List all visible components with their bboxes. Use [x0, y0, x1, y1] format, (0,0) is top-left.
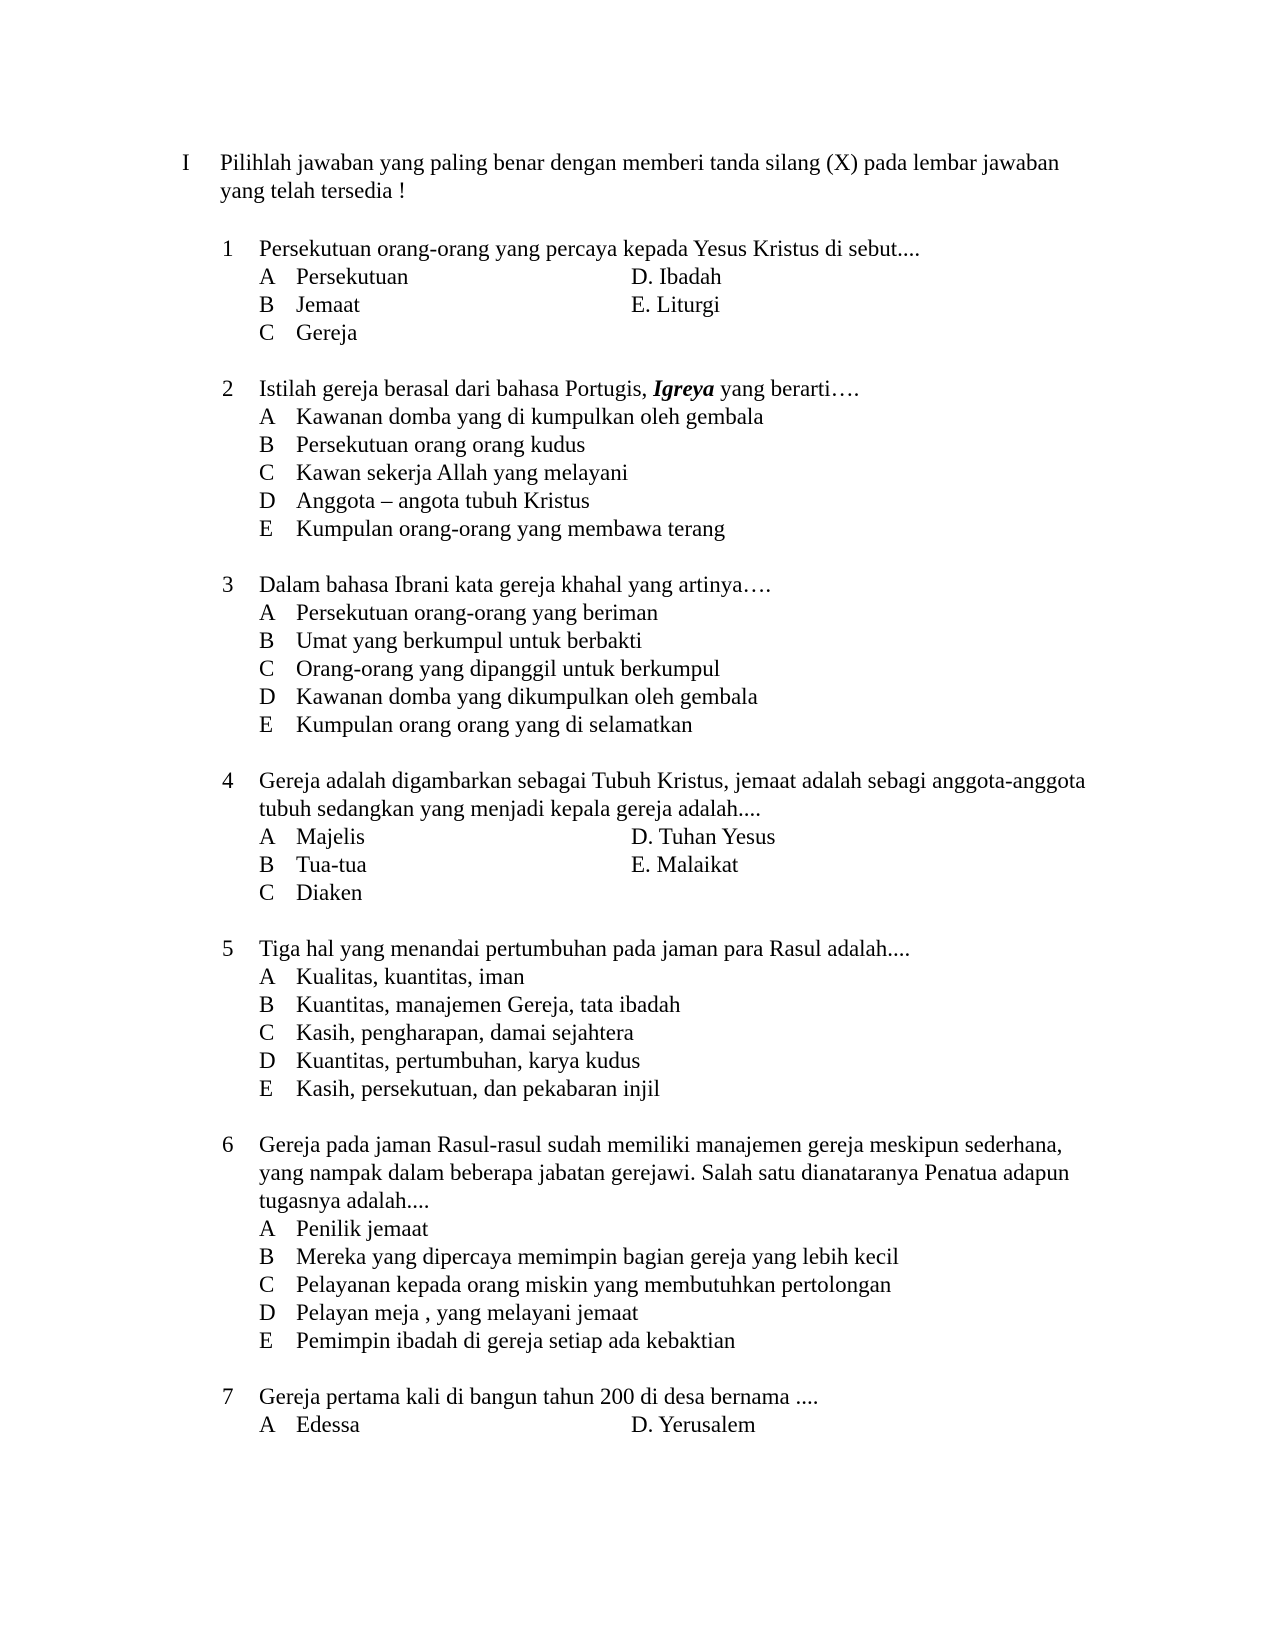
option-letter: C — [259, 320, 275, 345]
question-2 — [222, 375, 1102, 543]
question-text: Dalam bahasa Ibrani kata gereja khahal yang artinya…. — [259, 572, 772, 597]
option-letter: D — [259, 1048, 276, 1073]
option-a — [259, 599, 1102, 627]
option-a — [259, 1215, 1102, 1243]
option-letter: A — [259, 600, 276, 625]
option-d — [259, 1299, 1102, 1327]
option-letter: C — [259, 1020, 275, 1045]
option-letter: D — [259, 1300, 276, 1325]
question-3 — [222, 571, 1102, 739]
option-text: Persekutuan orang orang kudus — [296, 432, 586, 457]
option-letter: A — [259, 1216, 276, 1241]
option-letter: A — [259, 824, 276, 849]
question-text: Gereja adalah digambarkan sebagai Tubuh Kristus, jemaat adalah sebagi anggota-anggota tubuh sedangkan yang menjadi kepala gereja adalah.... — [259, 768, 1086, 821]
question-7 — [222, 1383, 1102, 1439]
option-d — [259, 1047, 1102, 1075]
option-letter: C — [259, 656, 275, 681]
options-list — [259, 599, 1102, 739]
question-number: 2 — [222, 376, 234, 401]
option-letter: A — [259, 264, 276, 289]
option-letter: C — [259, 460, 275, 485]
question-text: Tiga hal yang menandai pertumbuhan pada jaman para Rasul adalah.... — [259, 936, 911, 961]
question-list — [222, 235, 1102, 1467]
options-grid — [259, 1411, 1102, 1439]
option-letter: C — [259, 1272, 275, 1297]
question-6 — [222, 1131, 1102, 1355]
option-letter: A — [259, 964, 276, 989]
option-c — [259, 459, 1102, 487]
option-text: Edessa — [296, 1412, 360, 1437]
option-letter: E — [259, 1328, 274, 1353]
option-d — [259, 487, 1102, 515]
option-a — [259, 1411, 631, 1439]
option-text: Umat yang berkumpul untuk berbakti — [296, 628, 643, 653]
question-text: Persekutuan orang-orang yang percaya kepada Yesus Kristus di sebut.... — [259, 236, 921, 261]
option-text: Kumpulan orang-orang yang membawa terang — [296, 516, 726, 541]
option-text: Kuantitas, pertumbuhan, karya kudus — [296, 1048, 641, 1073]
option-c — [259, 1271, 1102, 1299]
option-text: Orang-orang yang dipanggil untuk berkumpul — [296, 656, 721, 681]
option-text: Gereja — [296, 320, 358, 345]
option-e — [259, 515, 1102, 543]
option-e — [259, 1327, 1102, 1355]
question-text: Gereja pada jaman Rasul-rasul sudah memiliki manajemen gereja meskipun sederhana, yang nampak dalam beberapa jabatan gerejawi. Salah satu dianataranya Penatua adapun tugasnya adalah.... — [259, 1132, 1070, 1213]
option-b — [259, 1243, 1102, 1271]
option-c — [259, 655, 1102, 683]
option-text: Majelis — [296, 824, 365, 849]
option-c — [259, 879, 631, 907]
option-letter: E — [259, 1076, 274, 1101]
options-list — [259, 963, 1102, 1103]
option-text: Kuantitas, manajemen Gereja, tata ibadah — [296, 992, 681, 1017]
question-number: 6 — [222, 1132, 234, 1157]
option-b — [259, 431, 1102, 459]
option-b — [259, 627, 1102, 655]
option-text: Kawanan domba yang di kumpulkan oleh gembala — [296, 404, 764, 429]
option-letter: C — [259, 880, 275, 905]
option-d: D. Tuhan Yesus — [631, 824, 776, 849]
instruction-text: Pilihlah jawaban yang paling benar dengan memberi tanda silang (X) pada lembar jawaban yang telah tersedia ! — [220, 150, 1060, 203]
option-text: Jemaat — [296, 292, 360, 317]
option-text: Penilik jemaat — [296, 1216, 429, 1241]
option-text: Pelayan meja , yang melayani jemaat — [296, 1300, 639, 1325]
option-e — [259, 711, 1102, 739]
question-text-emphasis: Igreya — [653, 376, 715, 401]
option-e: E. Malaikat — [631, 852, 739, 877]
option-letter: B — [259, 852, 275, 877]
option-a — [259, 263, 631, 291]
option-a — [259, 403, 1102, 431]
option-letter: B — [259, 628, 275, 653]
question-1 — [222, 235, 1102, 347]
option-text: Kualitas, kuantitas, iman — [296, 964, 525, 989]
option-text: Pemimpin ibadah di gereja setiap ada kebaktian — [296, 1328, 736, 1353]
option-text: Kasih, pengharapan, damai sejahtera — [296, 1020, 634, 1045]
question-text: Gereja pertama kali di bangun tahun 200 di desa bernama .... — [259, 1384, 819, 1409]
section-number: I — [182, 150, 190, 175]
question-number: 4 — [222, 768, 234, 793]
question-text — [259, 375, 1102, 403]
option-text: Kawan sekerja Allah yang melayani — [296, 460, 629, 485]
option-letter: B — [259, 992, 275, 1017]
question-text-after: yang berarti…. — [714, 376, 860, 401]
options-list — [259, 403, 1102, 543]
option-letter: A — [259, 1412, 276, 1437]
option-letter: B — [259, 1244, 275, 1269]
option-e — [259, 1075, 1102, 1103]
option-text: Persekutuan orang-orang yang beriman — [296, 600, 659, 625]
option-a — [259, 963, 1102, 991]
question-text-before: Istilah gereja berasal dari bahasa Portugis, — [259, 376, 654, 401]
option-letter: A — [259, 404, 276, 429]
options-grid — [259, 263, 1102, 347]
question-number: 5 — [222, 936, 234, 961]
option-text: Pelayanan kepada orang miskin yang membutuhkan pertolongan — [296, 1272, 892, 1297]
option-c — [259, 1019, 1102, 1047]
option-d: D. Yerusalem — [631, 1412, 756, 1437]
option-text: Anggota – angota tubuh Kristus — [296, 488, 590, 513]
option-letter: B — [259, 432, 275, 457]
option-text: Kawanan domba yang dikumpulkan oleh gembala — [296, 684, 758, 709]
options-list — [259, 1215, 1102, 1355]
option-b — [259, 851, 631, 879]
option-b — [259, 291, 631, 319]
option-letter: E — [259, 712, 274, 737]
option-text: Persekutuan — [296, 264, 409, 289]
section-instruction — [182, 149, 1102, 205]
option-a — [259, 823, 631, 851]
option-d: D. Ibadah — [631, 264, 722, 289]
options-grid — [259, 823, 1102, 907]
option-letter: D — [259, 684, 276, 709]
question-number: 1 — [222, 236, 234, 261]
question-number: 3 — [222, 572, 234, 597]
option-e: E. Liturgi — [631, 292, 721, 317]
option-letter: B — [259, 292, 275, 317]
option-letter: E — [259, 516, 274, 541]
option-letter: D — [259, 488, 276, 513]
option-text: Kumpulan orang orang yang di selamatkan — [296, 712, 693, 737]
question-number: 7 — [222, 1384, 234, 1409]
option-b — [259, 991, 1102, 1019]
question-5 — [222, 935, 1102, 1103]
empty-cell — [631, 879, 931, 907]
empty-cell — [631, 319, 931, 347]
question-4 — [222, 767, 1102, 907]
option-text: Kasih, persekutuan, dan pekabaran injil — [296, 1076, 661, 1101]
option-d — [259, 683, 1102, 711]
option-c — [259, 319, 631, 347]
option-text: Tua-tua — [296, 852, 367, 877]
option-text: Mereka yang dipercaya memimpin bagian gereja yang lebih kecil — [296, 1244, 899, 1269]
option-text: Diaken — [296, 880, 363, 905]
